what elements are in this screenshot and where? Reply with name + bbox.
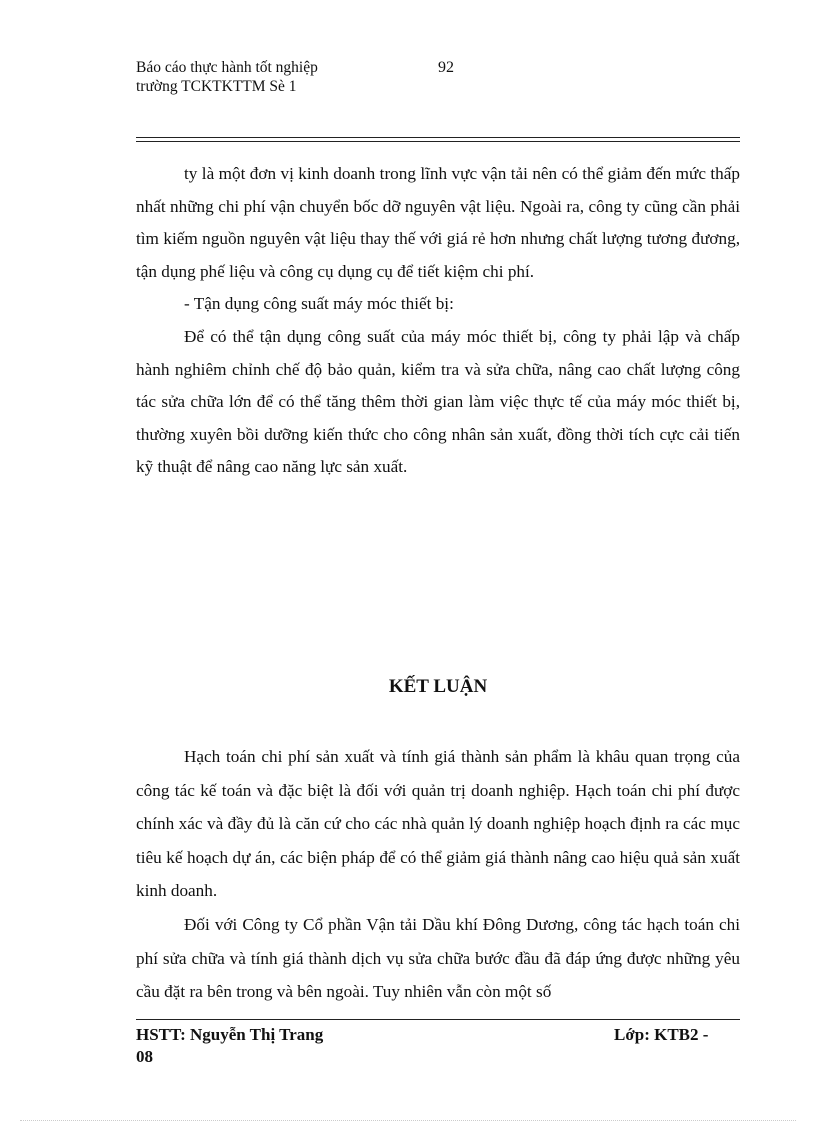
- conclusion-section: [136, 740, 740, 1009]
- footer-student-block: [136, 1024, 323, 1068]
- conclusion-paragraph-1: Hạch toán chi phí sản xuất và tính giá thành sản phẩm là khâu quan trọng của công tác kế toán và đặc biệt là đối với quản trị doanh nghiệp. Hạch toán chi phí được chính xác và đầy đủ là căn cứ cho các nhà quản lý doanh nghiệp hoạch định ra các mục tiêu kế hoạch dự án, các biện pháp để có thể giảm giá thành nâng cao hiệu quả sản xuất kinh doanh.: [136, 747, 740, 901]
- footer-class: Lớp: KTB2 -: [614, 1025, 709, 1044]
- body-paragraph-1: ty là một đơn vị kinh doanh trong lĩnh vực vận tải nên có thể giảm đến mức thấp nhất những chi phí vận chuyển bốc dỡ nguyên vật liệu. Ngoài ra, công ty cũng cần phải tìm kiếm nguồn nguyên vật liệu thay thế với giá rẻ hơn nhưng chất lượng tương đương, tận dụng phế liệu và công cụ dụng cụ để tiết kiệm chi phí.: [136, 164, 740, 281]
- header-divider: [136, 137, 740, 142]
- conclusion-paragraph-2: Đối với Công ty Cổ phần Vận tải Dầu khí Đông Dương, công tác hạch toán chi phí sửa chữa và tính giá thành dịch vụ sửa chữa bước đầu đã đáp ứng được những yêu cầu đặt ra bên trong và bên ngoài. Tuy nhiên vẫn còn một số: [136, 914, 740, 1002]
- page-bottom-edge: [20, 1120, 796, 1121]
- header-line-2: trường TCKTKTTM Sè 1: [136, 78, 297, 95]
- body-paragraph-3: Để có thể tận dụng công suất của máy móc thiết bị, công ty phải lập và chấp hành nghiêm chỉnh chế độ bảo quản, kiểm tra và sửa chữa, nâng cao chất lượng công tác sửa chữa lớn để có thể tăng thêm thời gian làm việc thực tế của máy móc thiết bị, thường xuyên bồi dưỡng kiến thức cho công nhân sản xuất, đồng thời tích cực cải tiến kỹ thuật để nâng cao năng lực sản xuất.: [136, 326, 740, 477]
- conclusion-heading: KẾT LUẬN: [388, 676, 488, 697]
- body-paragraph-2: - Tận dụng công suất máy móc thiết bị:: [184, 294, 454, 314]
- header-line-1: Báo cáo thực hành tốt nghiệp: [136, 59, 318, 76]
- body-section: [136, 158, 740, 484]
- footer-divider: [136, 1019, 740, 1020]
- footer-student-name: HSTT: Nguyễn Thị Trang: [136, 1025, 324, 1044]
- page-number: 92: [438, 59, 454, 76]
- footer-continuation: 08: [136, 1047, 153, 1066]
- header-report-title: [136, 58, 318, 96]
